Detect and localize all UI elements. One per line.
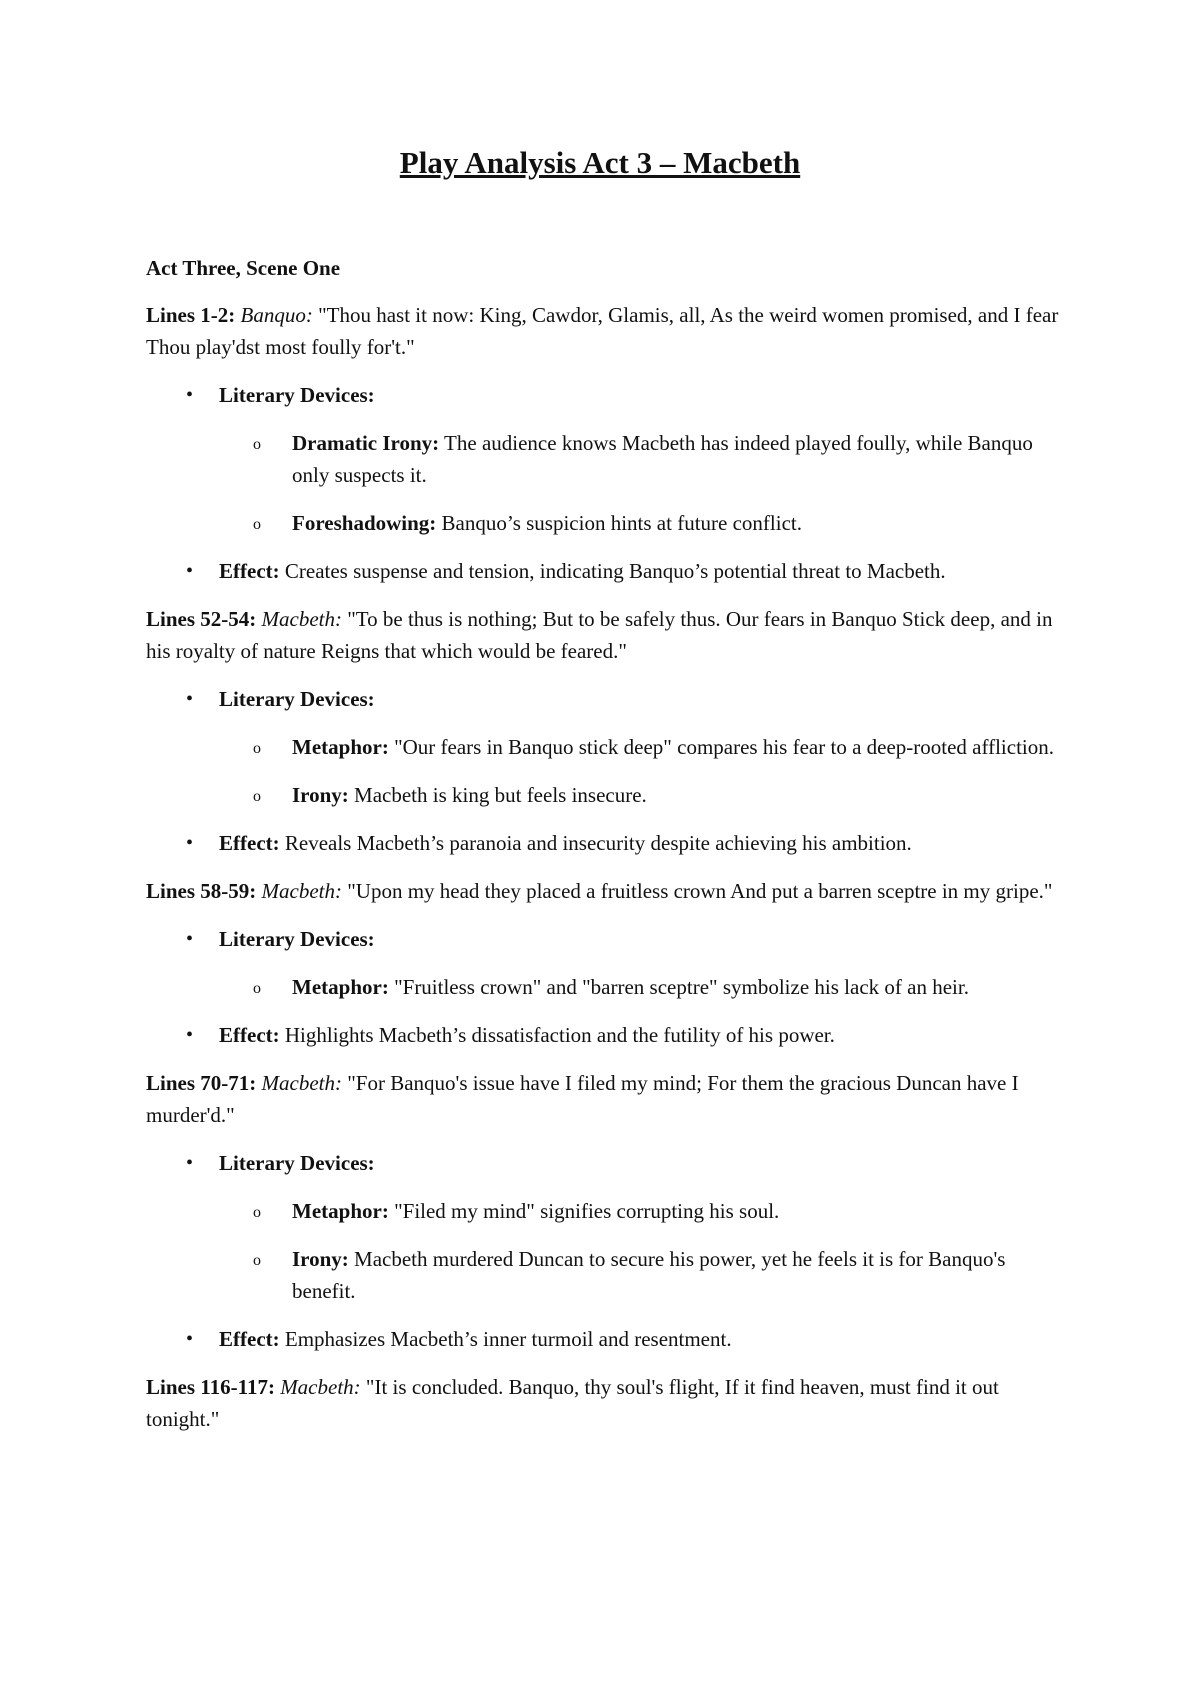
- effect-item: [146, 1323, 1066, 1355]
- effect-label: Effect:: [219, 831, 280, 855]
- device-item: [146, 507, 1066, 539]
- speaker-name: Macbeth:: [261, 607, 342, 631]
- analysis-content: [146, 299, 1066, 1451]
- device-text: The audience knows Macbeth has indeed played foully, while Banquo only suspects it.: [292, 431, 1033, 487]
- device-item: [146, 731, 1066, 763]
- device-text: Banquo’s suspicion hints at future conflict.: [441, 511, 802, 535]
- quote-text: "It is concluded. Banquo, thy soul's flight, If it find heaven, must find it out tonight.": [146, 1375, 999, 1431]
- device-item: [146, 971, 1066, 1003]
- device-item: [146, 779, 1066, 811]
- quote-paragraph: [146, 875, 1066, 907]
- device-text: Macbeth is king but feels insecure.: [354, 783, 647, 807]
- device-name: Irony:: [292, 1247, 349, 1271]
- device-sublist: [219, 427, 1066, 539]
- device-item: [146, 1195, 1066, 1227]
- quote-paragraph: [146, 1371, 1066, 1435]
- quote-text: "To be thus is nothing; But to be safely thus. Our fears in Banquo Stick deep, and in his royalty of nature Reigns that which would be feared.": [146, 607, 1053, 663]
- device-name: Metaphor:: [292, 735, 389, 759]
- device-text: "Our fears in Banquo stick deep" compares his fear to a deep-rooted affliction.: [394, 735, 1055, 759]
- speaker-name: Macbeth:: [261, 1071, 342, 1095]
- quote-paragraph: [146, 299, 1066, 363]
- effect-item: [146, 1019, 1066, 1051]
- effect-label: Effect:: [219, 1327, 280, 1351]
- line-reference: Lines 116-117:: [146, 1375, 275, 1399]
- device-text: "Filed my mind" signifies corrupting his soul.: [394, 1199, 780, 1223]
- quote-paragraph: [146, 1067, 1066, 1131]
- effect-text: Emphasizes Macbeth’s inner turmoil and resentment.: [284, 1327, 732, 1351]
- effect-text: Reveals Macbeth’s paranoia and insecurity despite achieving his ambition.: [284, 831, 912, 855]
- device-sublist: [219, 971, 1066, 1003]
- literary-devices-item: [146, 1147, 1066, 1307]
- device-name: Dramatic Irony:: [292, 431, 440, 455]
- quote-text: "Upon my head they placed a fruitless crown And put a barren sceptre in my gripe.": [347, 879, 1053, 903]
- line-reference: Lines 1-2:: [146, 303, 236, 327]
- line-reference: Lines 58-59:: [146, 879, 257, 903]
- line-reference: Lines 70-71:: [146, 1071, 257, 1095]
- device-text: Macbeth murdered Duncan to secure his power, yet he feels it is for Banquo's benefit.: [292, 1247, 1006, 1303]
- literary-devices-label: Literary Devices:: [219, 383, 375, 407]
- speaker-name: Macbeth:: [280, 1375, 361, 1399]
- analysis-list: [146, 683, 1066, 859]
- device-item: [146, 427, 1066, 491]
- device-sublist: [219, 1195, 1066, 1307]
- effect-item: [146, 827, 1066, 859]
- quote-text: "Thou hast it now: King, Cawdor, Glamis, all, As the weird women promised, and I fear Thou play'dst most foully for't.": [146, 303, 1059, 359]
- effect-label: Effect:: [219, 1023, 280, 1047]
- line-reference: Lines 52-54:: [146, 607, 257, 631]
- device-name: Foreshadowing:: [292, 511, 437, 535]
- effect-label: Effect:: [219, 559, 280, 583]
- speaker-name: Macbeth:: [261, 879, 342, 903]
- device-text: "Fruitless crown" and "barren sceptre" symbolize his lack of an heir.: [394, 975, 969, 999]
- page-title: Play Analysis Act 3 – Macbeth: [399, 145, 801, 180]
- effect-item: [146, 555, 1066, 587]
- literary-devices-item: [146, 923, 1066, 1003]
- analysis-list: [146, 923, 1066, 1051]
- effect-text: Highlights Macbeth’s dissatisfaction and the futility of his power.: [284, 1023, 835, 1047]
- literary-devices-label: Literary Devices:: [219, 687, 375, 711]
- speaker-name: Banquo:: [240, 303, 313, 327]
- scene-heading: Act Three, Scene One: [146, 256, 341, 280]
- quote-text: "For Banquo's issue have I filed my mind; For them the gracious Duncan have I murder'd.": [146, 1071, 1019, 1127]
- device-sublist: [219, 731, 1066, 811]
- literary-devices-label: Literary Devices:: [219, 927, 375, 951]
- literary-devices-label: Literary Devices:: [219, 1151, 375, 1175]
- analysis-list: [146, 1147, 1066, 1355]
- device-name: Metaphor:: [292, 975, 389, 999]
- device-item: [146, 1243, 1066, 1307]
- literary-devices-item: [146, 379, 1066, 539]
- device-name: Irony:: [292, 783, 349, 807]
- literary-devices-item: [146, 683, 1066, 811]
- device-name: Metaphor:: [292, 1199, 389, 1223]
- effect-text: Creates suspense and tension, indicating Banquo’s potential threat to Macbeth.: [284, 559, 946, 583]
- analysis-list: [146, 379, 1066, 587]
- quote-paragraph: [146, 603, 1066, 667]
